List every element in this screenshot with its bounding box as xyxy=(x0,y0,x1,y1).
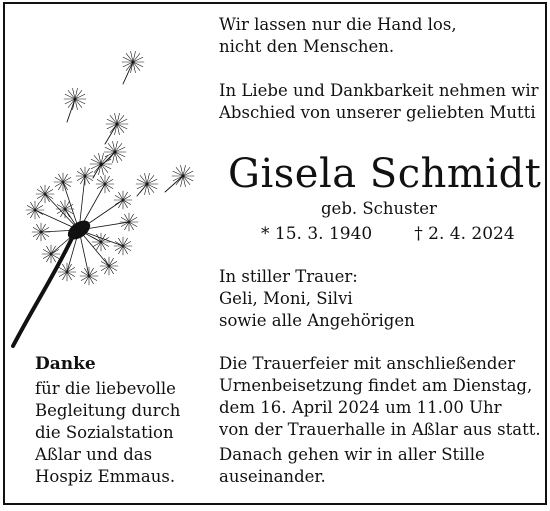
mourners-line: In stiller Trauer: xyxy=(219,267,358,286)
deceased-name: Gisela Schmidt xyxy=(228,151,542,197)
mourners-line: Geli, Moni, Silvi xyxy=(219,289,353,308)
motto-line: nicht den Menschen. xyxy=(219,37,395,56)
life-dates xyxy=(261,222,515,246)
service-line: von der Trauerhalle in Aßlar aus statt. xyxy=(219,420,541,439)
obituary-notice xyxy=(3,2,547,505)
afterword-line: Danach gehen wir in aller Stille xyxy=(219,445,485,464)
thanks-line: für die liebevolle xyxy=(35,379,176,398)
motto-line: Wir lassen nur die Hand los, xyxy=(219,15,457,34)
intro-line: In Liebe und Dankbarkeit nehmen wir xyxy=(219,81,539,100)
service-line: dem 16. April 2024 um 11.00 Uhr xyxy=(219,398,502,417)
service-line: Urnenbeisetzung findet am Dienstag, xyxy=(219,376,533,395)
death-date: † 2. 4. 2024 xyxy=(414,224,515,244)
thanks-line: die Sozialstation xyxy=(35,423,174,442)
intro-line: Abschied von unserer geliebten Mutti xyxy=(219,103,536,122)
mourners xyxy=(219,266,415,332)
birth-name: geb. Schuster xyxy=(321,199,437,218)
mourners-line: sowie alle Angehörigen xyxy=(219,311,415,330)
afterword xyxy=(219,444,485,488)
motto xyxy=(219,14,457,58)
thanks-line: Aßlar und das xyxy=(35,445,153,464)
thanks-line: Hospiz Emmaus. xyxy=(35,467,176,486)
birth-date: * 15. 3. 1940 xyxy=(261,224,373,244)
thanks-text xyxy=(35,378,180,488)
funeral-service-text xyxy=(219,353,541,441)
thanks-line: Begleitung durch xyxy=(35,401,181,420)
intro-text xyxy=(219,80,539,124)
service-line: Die Trauerfeier mit anschließender xyxy=(219,354,516,373)
afterword-line: auseinander. xyxy=(219,467,326,486)
thanks-heading: Danke xyxy=(35,354,96,374)
